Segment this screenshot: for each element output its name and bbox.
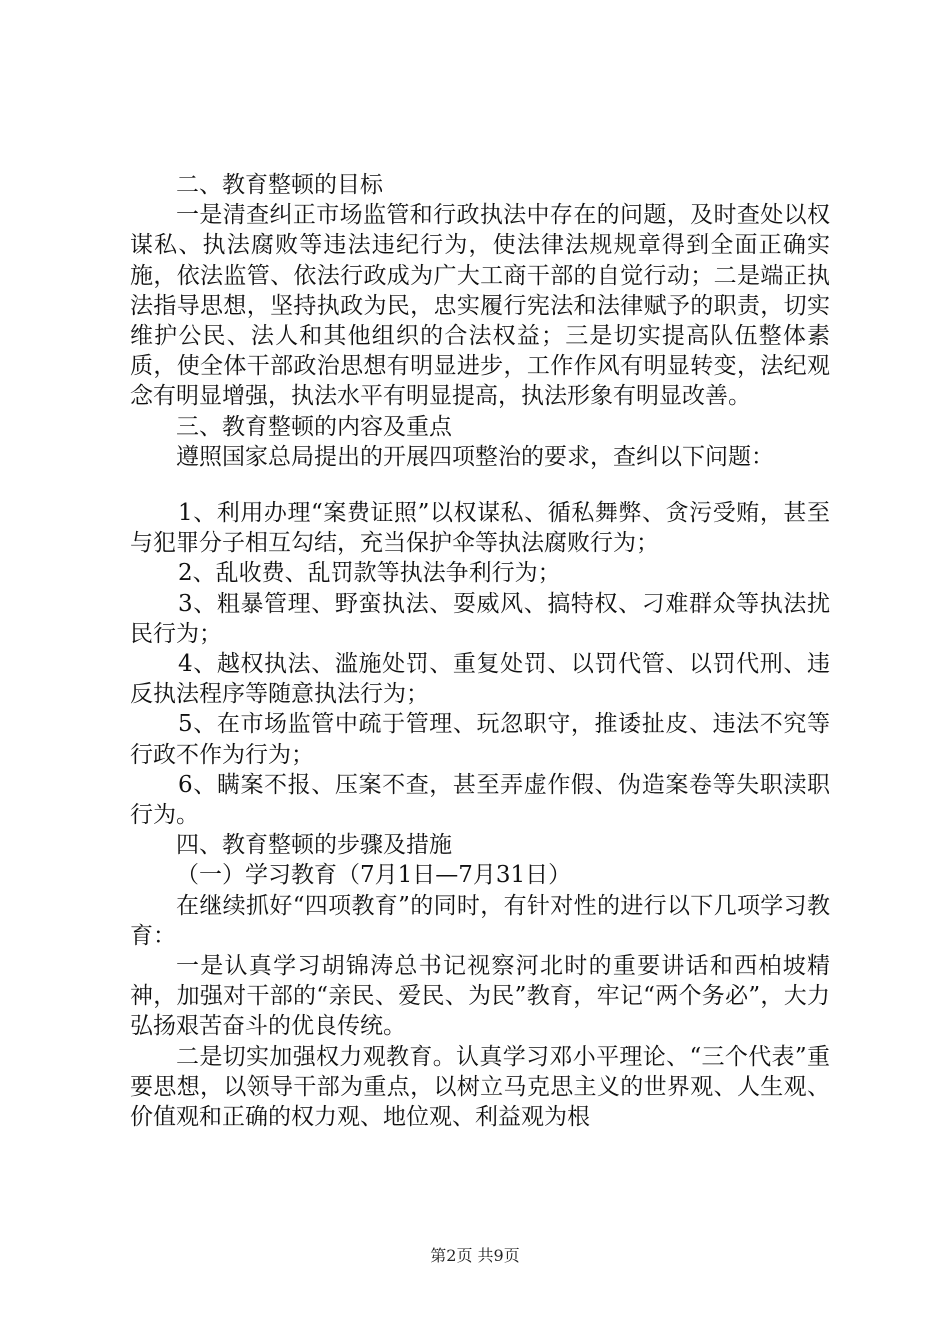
paragraph-intro: 遵照国家总局提出的开展四项整治的要求，查纠以下问题： <box>176 443 774 470</box>
list-item-5: 5、在市场监管中疏于管理、玩忽职守，推诿扯皮、违法不究等行政不作为行为； <box>130 711 830 768</box>
list-item-4: 4、越权执法、滥施处罚、重复处罚、以罚代管、以罚代刑、违反执法程序等随意执法行为； <box>130 651 830 708</box>
list-item-6: 6、瞒案不报、压案不查，甚至弄虚作假、伪造案卷等失职渎职行为。 <box>130 771 830 829</box>
list-item-3: 3、粗暴管理、野蛮执法、耍威风、搞特权、刁难群众等执法扰民行为； <box>130 590 830 647</box>
paragraph-study-2: 二是切实加强权力观教育。认真学习邓小平理论、“三个代表”重要思想，以领导干部为重点，以树立马克思主义的世界观、人生观、价值观和正确的权力观、地位观、利益观为根 <box>130 1043 830 1131</box>
section-heading-content: 三、教育整顿的内容及重点 <box>176 413 452 440</box>
paragraph-goals: 一是清查纠正市场监管和行政执法中存在的问题，及时查处以权谋私、执法腐败等违法违纪行为，使法律法规规章得到全面正确实施，依法监管、依法行政成为广大工商干部的自觉行动；二是端正执法指导思想，坚持执政为民，忠实履行宪法和法律赋予的职责，切实维护公民、法人和其他组织的合法权益；三是切实提高队伍整体素质，使全体干部政治思想有明显进步，工作作风有明显转变，法纪观念有明显增强，执法水平有明显提高，执法形象有明显改善。 <box>130 202 830 410</box>
paragraph-study-intro: 在继续抓好“四项教育”的同时，有针对性的进行以下几项学习教育： <box>130 892 830 949</box>
paragraph-study-1: 一是认真学习胡锦涛总书记视察河北时的重要讲话和西柏坡精神，加强对干部的“亲民、爱民、为民”教育，牢记“两个务必”，大力弘扬艰苦奋斗的优良传统。 <box>130 953 830 1040</box>
list-item-1: 1、利用办理“案费证照”以权谋私、循私舞弊、贪污受贿，甚至与犯罪分子相互勾结，充当保护伞等执法腐败行为； <box>130 500 830 557</box>
document-body <box>130 170 830 1132</box>
section-heading-goals: 二、教育整顿的目标 <box>176 172 383 198</box>
page-footer: 第2页 共9页 <box>430 1246 520 1265</box>
section-heading-steps: 四、教育整顿的步骤及措施 <box>176 832 452 859</box>
subsection-heading-study: （一）学习教育（7月1日—7月31日） <box>176 862 572 889</box>
list-item-2: 2、乱收费、乱罚款等执法争利行为； <box>178 560 561 587</box>
